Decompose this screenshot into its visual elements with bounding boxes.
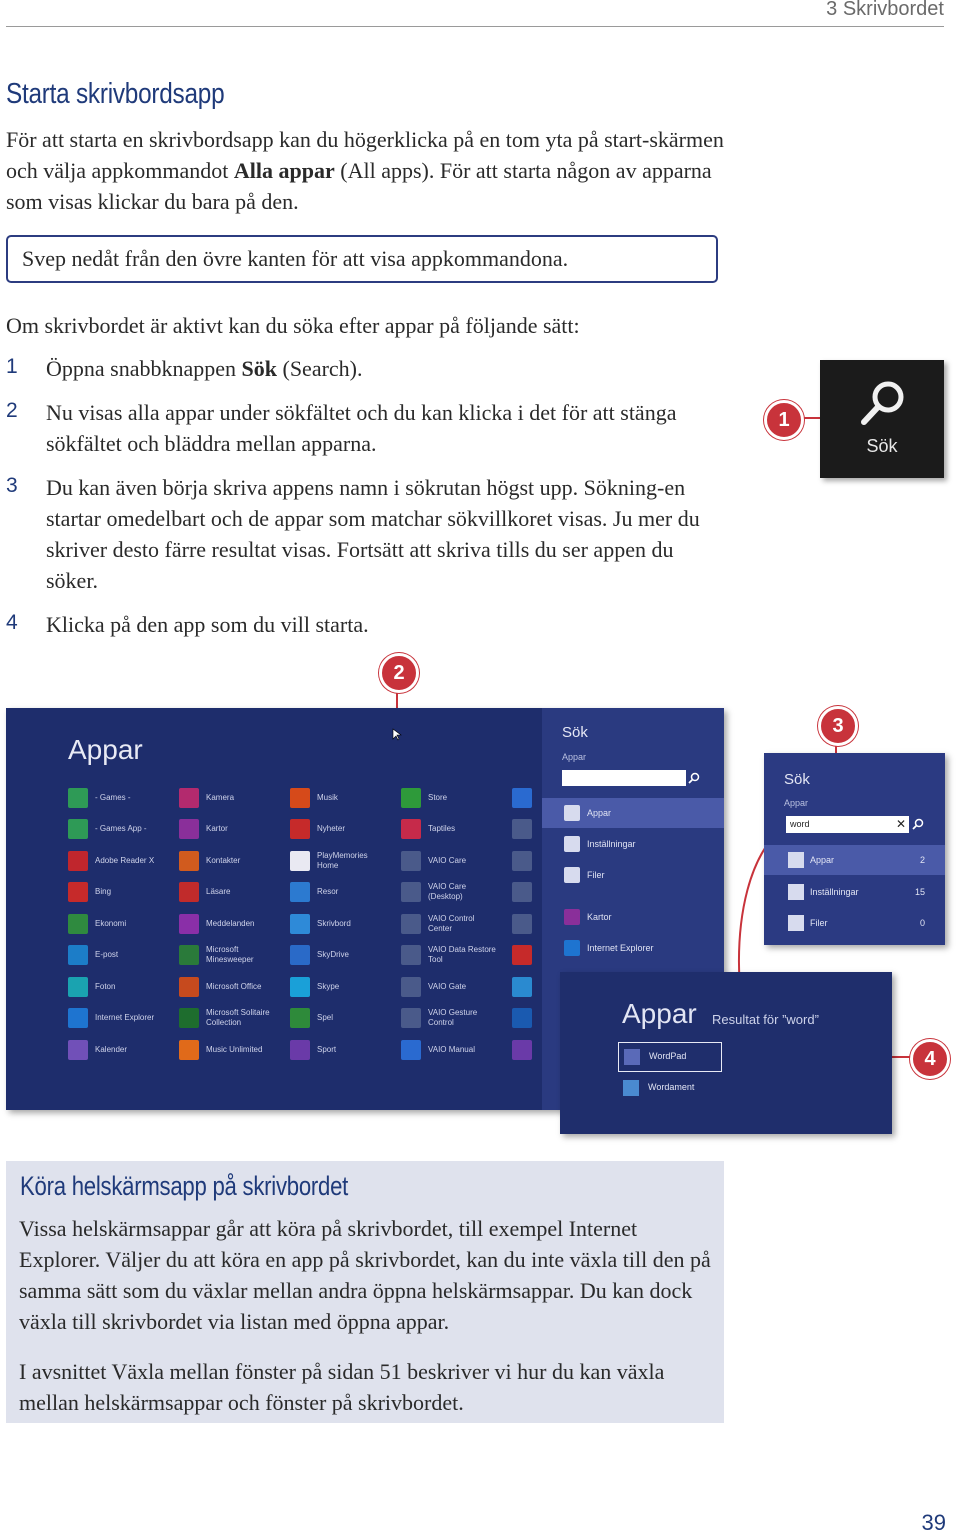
list-item[interactable]: Adobe Reader X — [68, 845, 167, 877]
step-number: 3 — [6, 474, 18, 497]
result-count: 15 — [914, 887, 925, 897]
app-icon — [179, 788, 199, 808]
app-icon — [179, 977, 199, 997]
app-icon — [290, 1008, 310, 1028]
app-icon — [290, 977, 310, 997]
search-panel-screenshot — [764, 753, 945, 945]
result-count: 2 — [919, 855, 925, 865]
app-icon — [68, 1040, 88, 1060]
step-text: Öppna snabbknappen Sök (Search). — [46, 356, 363, 381]
search-query: word — [790, 819, 810, 829]
list-item[interactable]: VAIO Care — [401, 845, 500, 877]
app-column — [68, 782, 167, 1066]
list-item[interactable]: SkyDrive — [290, 940, 389, 972]
tip-text: Svep nedåt från den övre kanten för att visa appkommandona. — [22, 246, 569, 271]
list-item[interactable]: Nyheter — [290, 814, 389, 846]
app-icon — [512, 788, 532, 808]
list-item[interactable]: Music Unlimited — [179, 1034, 278, 1066]
list-item[interactable]: VAIO Data Restore Tool — [401, 940, 500, 972]
app-icon — [512, 977, 532, 997]
step-number: 2 — [6, 399, 18, 422]
intro-paragraph: För att starta en skrivbordsapp kan du högerklicka på en tom yta på start-skärmen och välja appkommandot Alla appar (All apps). För att starta någon av apparna som visas klickar du bara på den. — [6, 127, 724, 214]
list-item[interactable]: Kartor — [179, 814, 278, 846]
results-screenshot — [560, 972, 892, 1134]
cursor-icon — [392, 728, 402, 742]
list-item[interactable]: Microsoft Office — [179, 971, 278, 1003]
app-icon — [290, 819, 310, 839]
result-item[interactable]: Wordament — [618, 1074, 722, 1102]
app-icon — [179, 945, 199, 965]
list-item[interactable]: VAIO Gesture Control — [401, 1003, 500, 1035]
list-item[interactable]: Kalender — [68, 1034, 167, 1066]
app-icon — [68, 851, 88, 871]
search-scope-item[interactable]: Internet Explorer — [542, 933, 724, 963]
internet-explorer-icon — [564, 940, 580, 956]
gear-icon — [564, 836, 580, 852]
list-item[interactable]: VAIO Control Center — [401, 908, 500, 940]
list-item[interactable]: Kontakter — [179, 845, 278, 877]
step-text: Du kan även börja skriva appens namn i sökrutan högst upp. Sökning-en startar omedelbart och de appar som matchar sökvillkoret visas. Ju mer du skriver desto färre resultat visas. Fortsätt att skriva tills du ser appen du söker. — [46, 475, 700, 593]
list-item[interactable]: VAIO Manual — [401, 1034, 500, 1066]
apps-icon — [788, 852, 804, 868]
app-icon — [512, 851, 532, 871]
app-icon — [68, 914, 88, 934]
app-icon — [401, 914, 421, 934]
list-item[interactable]: Musik — [290, 782, 389, 814]
app-icon — [401, 1008, 421, 1028]
results-title: Appar — [622, 998, 697, 1029]
app-icon — [401, 819, 421, 839]
step-text: Klicka på den app som du vill starta. — [46, 612, 369, 637]
app-icon — [68, 1008, 88, 1028]
search-pane-subtitle: Appar — [562, 752, 587, 762]
callout-badge: 4 — [910, 1039, 950, 1079]
file-icon — [564, 867, 580, 883]
app-icon — [512, 882, 532, 902]
search-input[interactable] — [562, 770, 702, 786]
app-icon — [68, 945, 88, 965]
list-item[interactable]: Internet Explorer — [68, 1003, 167, 1035]
step-number: 1 — [6, 355, 18, 378]
app-column — [401, 782, 500, 1066]
app-column — [179, 782, 278, 1066]
app-icon — [512, 819, 532, 839]
callout-badge: 3 — [818, 706, 858, 746]
list-item[interactable]: Skype — [290, 971, 389, 1003]
section-title: Starta skrivbordsapp — [6, 78, 225, 110]
result-count: 0 — [919, 918, 925, 928]
list-item[interactable]: VAIO Gate — [401, 971, 500, 1003]
app-icon — [290, 945, 310, 965]
info-box-paragraph: I avsnittet Växla mellan fönster på sidan 51 beskriver vi hur du kan växla mellan helskärmsappar och fönster på skrivbordet. — [19, 1359, 665, 1415]
search-icon — [858, 378, 908, 428]
list-item[interactable]: Resor — [290, 877, 389, 909]
app-icon — [512, 914, 532, 934]
result-row[interactable]: Inställningar 15 — [764, 877, 945, 907]
gear-icon — [788, 884, 804, 900]
step-number: 4 — [6, 611, 18, 634]
list-item[interactable]: PlayMemories Home — [290, 845, 389, 877]
app-icon — [401, 1040, 421, 1060]
result-row[interactable]: Filer 0 — [764, 908, 945, 938]
app-icon — [68, 882, 88, 902]
app-icon — [68, 788, 88, 808]
search-scope-item[interactable]: Kartor — [542, 902, 724, 932]
step-text: Nu visas alla appar under sökfältet och du kan klicka i det för att stänga sökfältet och bläddra mellan apparna. — [46, 400, 677, 456]
list-item[interactable]: VAIO Care (Desktop) — [401, 877, 500, 909]
list-item[interactable]: Bing — [68, 877, 167, 909]
list-item[interactable]: Läsare — [179, 877, 278, 909]
search-icon[interactable] — [909, 816, 926, 833]
app-icon — [512, 945, 532, 965]
search-panel-subtitle: Appar — [784, 798, 809, 808]
app-icon — [290, 851, 310, 871]
list-item[interactable]: Microsoft Solitaire Collection — [179, 1003, 278, 1035]
app-column — [290, 782, 389, 1066]
apps-icon — [564, 805, 580, 821]
search-scope-item[interactable]: Appar — [542, 798, 724, 828]
lead-text: Om skrivbordet är aktivt kan du söka efter appar på följande sätt: — [6, 313, 580, 338]
results-subtitle: Resultat för ”word” — [712, 1012, 819, 1027]
app-icon — [179, 1008, 199, 1028]
app-icon — [512, 1008, 532, 1028]
app-icon — [401, 945, 421, 965]
search-panel-title: Sök — [784, 771, 810, 788]
app-icon — [290, 914, 310, 934]
search-charm[interactable] — [820, 360, 944, 478]
list-item[interactable]: Meddelanden — [179, 908, 278, 940]
list-item[interactable]: Foton — [68, 971, 167, 1003]
info-box-title: Köra helskärmsapp på skrivbordet — [20, 1171, 349, 1201]
list-item[interactable]: Spel — [290, 1003, 389, 1035]
callout-badge: 2 — [379, 653, 419, 693]
search-scope-item[interactable]: Filer — [542, 860, 724, 890]
app-icon — [179, 819, 199, 839]
list-item[interactable]: E-post — [68, 940, 167, 972]
app-icon — [179, 1040, 199, 1060]
search-charm-label: Sök — [866, 436, 898, 456]
app-icon — [179, 851, 199, 871]
page-number: 39 — [921, 1510, 946, 1535]
clear-icon[interactable]: ✕ — [895, 817, 906, 831]
file-icon — [788, 915, 804, 931]
apps-title: Appar — [68, 734, 143, 765]
list-item[interactable]: Microsoft Minesweeper — [179, 940, 278, 972]
app-icon — [68, 819, 88, 839]
search-scope-item[interactable]: Inställningar — [542, 829, 724, 859]
app-column-partial — [512, 782, 539, 1066]
search-pane-title: Sök — [562, 724, 588, 741]
list-item[interactable]: - Games - — [68, 782, 167, 814]
callout-badge: 1 — [764, 400, 804, 440]
search-input[interactable] — [786, 816, 926, 833]
wordament-icon — [623, 1080, 639, 1096]
app-icon — [290, 882, 310, 902]
list-item[interactable]: Ekonomi — [68, 908, 167, 940]
info-box-paragraph: Vissa helskärmsappar går att köra på skrivbordet, till exempel Internet Explorer. Väljer du att köra en app på skrivbordet, kan du inte växla till den på samma sätt som du växlar mellan andra öppna helskärmsappar. Du kan dock växla till skrivbordet via listan med öppna appar. — [19, 1216, 711, 1334]
list-item[interactable]: Kamera — [179, 782, 278, 814]
app-icon — [401, 788, 421, 808]
result-item-selected[interactable]: WordPad — [618, 1042, 722, 1072]
result-row[interactable]: Appar 2 — [764, 845, 945, 875]
wordpad-icon — [624, 1049, 640, 1065]
maps-icon — [564, 909, 580, 925]
app-icon — [401, 882, 421, 902]
search-icon[interactable] — [686, 770, 702, 786]
app-icon — [179, 914, 199, 934]
app-icon — [512, 1040, 532, 1060]
running-header: 3 Skrivbordet — [826, 0, 944, 20]
app-icon — [290, 1040, 310, 1060]
list-item[interactable]: - Games App - — [68, 814, 167, 846]
list-item[interactable]: Skrivbord — [290, 908, 389, 940]
app-icon — [401, 851, 421, 871]
list-item[interactable]: Sport — [290, 1034, 389, 1066]
list-item[interactable]: Store — [401, 782, 500, 814]
app-icon — [290, 788, 310, 808]
app-icon — [401, 977, 421, 997]
app-icon — [179, 882, 199, 902]
app-icon — [68, 977, 88, 997]
info-box — [6, 1161, 724, 1423]
list-item[interactable]: Taptiles — [401, 814, 500, 846]
